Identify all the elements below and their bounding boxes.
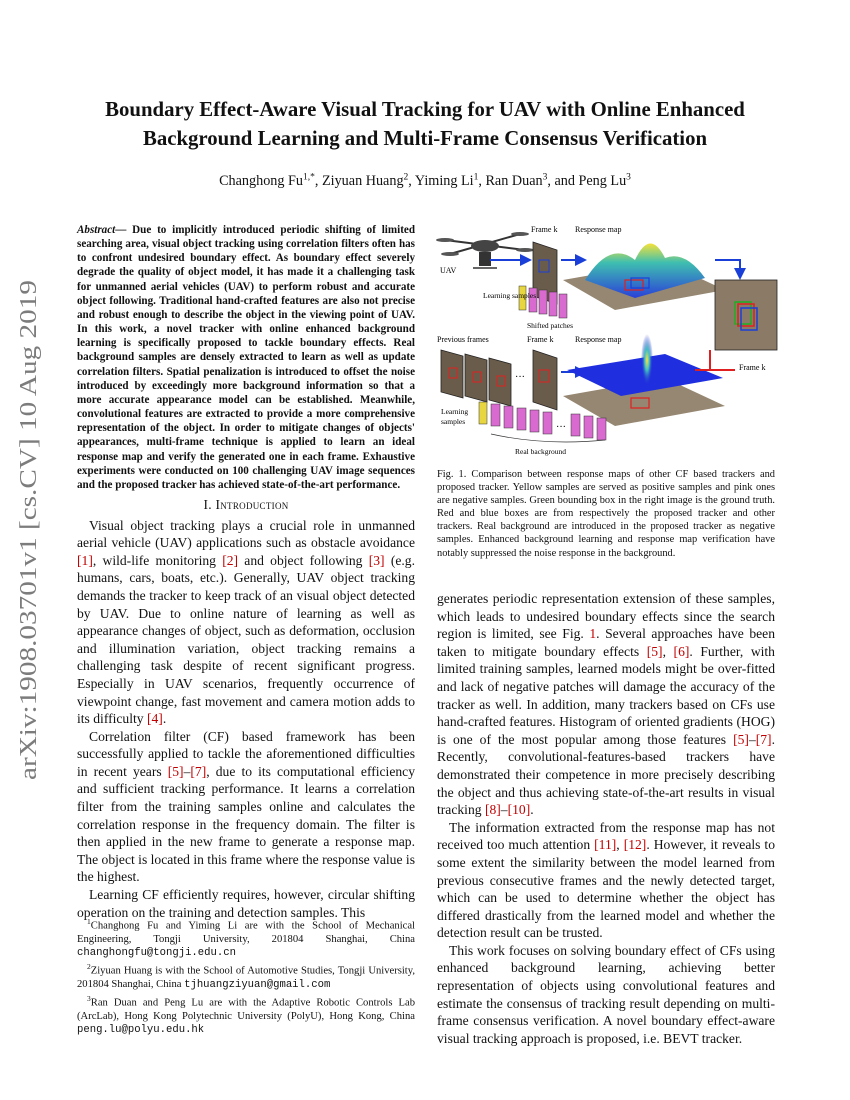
arxiv-sidebar-stamp (2, 275, 50, 785)
label-shifted-patches: Shifted patches (527, 321, 574, 330)
intro-paragraph-2: Correlation filter (CF) based framework has been successfully applied to tackle the aforementioned difficulties in recent years [5]–[7], due to its computational efficiency and sufficient tracking performance. It learns a correlation filter from the training samples online and calculates the correlation response in the frequency domain. The filter is then applied in the new frame to generate a response map. The object is located in this frame where the response value is the highest. (77, 728, 415, 885)
figure-link[interactable]: 1 (589, 626, 597, 642)
citation-link[interactable]: [6] (673, 643, 690, 659)
figure-1-diagram (435, 220, 780, 460)
citation-link[interactable]: [12] (623, 837, 647, 853)
label-uav: UAV (440, 266, 457, 275)
left-column (77, 223, 415, 921)
email-link[interactable]: tjhuangziyuan@gmail.com (184, 978, 331, 991)
author: Peng Lu$^3$ (578, 172, 631, 189)
paper-title (60, 95, 790, 153)
email-link[interactable]: peng.lu@polyu.edu.hk (77, 1024, 205, 1037)
label-frame-k-top: Frame k (531, 225, 558, 234)
response-map-clean (563, 334, 725, 426)
email-link[interactable]: changhongfu@tongji.edu.cn (77, 946, 236, 959)
intro-paragraph-1: Visual object tracking plays a crucial role in unmanned aerial vehicle (UAV) applications such as obstacle avoidance [1], wild-life monitoring [2] and object following [3] (e.g. humans, cars, boats, etc.). Generally, UAV object tracking demands the tracker to keep track of an visual object detected by UAV. Due to online nature of learning as well as appearance changes of object, such as deformation, occlusion and illumination variation, object tracking remains a challenging task despite of recent significant progress. Especially in UAV scenarios, frequently occurrence of viewpoint change, fast movement and camera motion adds to its difficulty [4]. (77, 517, 415, 727)
citation-link[interactable]: [4] (146, 711, 163, 727)
label-frame-k-right: Frame k (739, 363, 766, 372)
abstract-text: Due to implicitly introduced periodic shifting of limited searching area, visual object tracking using correlation filters often has to confront undesired boundary effect. As boundary effect severely degrade the quality of object model, it has made it a challenging task for unmanned aerial vehicles (UAV) to perform robust and accurate object following. Traditional hand-crafted features are also not precise and robust enough to describe the object in the viewing point of UAV. In this work, a novel tracker with online enhanced background learning is specifically proposed to tackle boundary effects. Real background samples are densely extracted to learn as well as update correlation filters. Spatial penalization is introduced to offset the noise introduced by exceedingly more background information so that a more accurate appearance model can be established. Meanwhile, convolutional features are extracted to provide a more comprehensive representation of the object. In order to mitigate changes of objects' appearances, multi-frame technique is applied to learn an ideal response map and verify the generated one in each frame. Exhaustive experiments were conducted on 100 challenging UAV image sequences and the proposed tracker has achieved state-of-the-art performance. (77, 224, 415, 491)
label-learning-samples-top: Learning samples (483, 291, 537, 300)
author: Changhong $Fu^{1,*}$, (219, 172, 322, 189)
author: Ziyuan Huang$^2$, (321, 172, 415, 189)
citation-link[interactable]: [10] (507, 802, 531, 818)
abstract-lead: Abstract (77, 224, 116, 236)
intro-paragraph-3-continued: generates periodic representation extension of these samples, which leads to undesired boundary effects since the search region is limited, see Fig. 1. Several approaches have been taken to mitigate boundary effects [5], [6]. Further, with limited training samples, learned models might be over-fitted and lack of negative patches will damage the accuracy of the tracker as well. In addition, many trackers based on CFs use hand-crafted features. Histogram of oriented gradients (HOG) is one of the most popular among those features [5]–[7]. Recently, convolutional-features-based trackers have demonstrated their competence in more precisely describing the object and thus achieving state-of-the-art results in visual tracking [8]–[10]. (437, 591, 775, 818)
label-learning: Learning (441, 407, 469, 416)
label-response-map-bottom: Response map (575, 335, 622, 344)
citation-link[interactable]: [5] (733, 731, 749, 747)
section-heading-introduction: I. Introduction (203, 496, 289, 512)
ellipsis-text: ··· (556, 422, 566, 433)
response-map-noisy (563, 243, 725, 310)
citation-link[interactable]: [3] (368, 552, 385, 568)
citation-link[interactable]: [8] (484, 802, 501, 818)
label-samples: samples (441, 417, 466, 426)
frame-k-bottom (533, 350, 557, 410)
title-line-1: Boundary Effect-Aware Visual Tracking for UAV with Online Enhanced (105, 98, 745, 121)
footnote-2: $^2$Ziyuan Huang is with the School of Automotive Studies, Tongji University, 201804 Shanghai, China tjhuangziyuan@gmail.com (77, 962, 415, 991)
label-real-background: Real background (515, 447, 567, 456)
ellipsis-text: ··· (515, 372, 525, 383)
intro-paragraph-3: Learning CF efficiently requires, however, circular shifting operation on the training and detection samples. This (77, 887, 415, 920)
arxiv-id-text: arXiv:1908.03701v1 [cs.CV] 10 Aug 2019 (15, 360, 42, 780)
citation-link[interactable]: [5] (167, 763, 184, 779)
title-line-2: Background Learning and Multi-Frame Consensus Verification (142, 127, 708, 150)
label-frame-k-bottom: Frame k (527, 335, 554, 344)
frame-k-output (715, 280, 777, 350)
author-list (60, 172, 790, 190)
citation-link[interactable]: [11] (594, 837, 617, 853)
right-column (437, 590, 775, 1047)
label-response-map-top: Response map (575, 225, 622, 234)
uav-drone-icon (436, 232, 534, 268)
citation-link[interactable]: [7] (190, 763, 207, 779)
abstract: Abstract— Due to implicitly introduced periodic shifting of limited searching area, visual object tracking using correlation filters often has to confront undesired boundary effect. As boundary effect severely degrade the quality of object model, it has made it a challenging task for unmanned aerial vehicles (UAV) to perform robust and accurate object following. Traditional hand-crafted features are also not precise and robust enough to describe the object in the viewing point of UAV. In this work, a novel tracker with online enhanced background learning is specifically proposed to tackle boundary effects. Real background samples are densely extracted to learn as well as update correlation filters. Spatial penalization is introduced to offset the noise introduced by exceedingly more background information so that a more accurate appearance model can be established. Meanwhile, convolutional features are extracted to provide a more comprehensive representation of the object. In order to mitigate changes of objects' appearances, multi-frame technique is applied to learn an ideal response map and verify the generated one in each frame. Exhaustive experiments were conducted on 100 challenging UAV image sequences and the proposed tracker has achieved state-of-the-art performance. (77, 224, 415, 491)
footnote-1: $^1$Changhong Fu and Yiming Li are with the School of Mechanical Engineering, Tongji University, 201804 Shanghai, China changhongfu@tongji.edu.cn (77, 917, 415, 959)
figure-1-caption: Fig. 1. Comparison between response maps of other CF based trackers and proposed tracker. Yellow samples are served as positive samples and pink ones are negative samples. Green bounding box in the right image is the ground truth. Red and blue boxes are from respectively the proposed tracker and other trackers. Real background are introduced in the proposed tracker as negative samples. Enhanced background learning and response map verification have notably suppressed the noise response in the background. (437, 469, 775, 559)
citation-link[interactable]: [2] (222, 552, 239, 568)
citation-link[interactable]: [1] (77, 552, 93, 568)
previous-frames (441, 350, 511, 406)
author: Yiming Li$^1$, (414, 172, 486, 189)
footnotes (77, 915, 415, 1037)
citation-link[interactable]: [5] (646, 643, 663, 659)
intro-paragraph-4: The information extracted from the response map has not received too much attention [11], [12]. However, it reveals to some extent the similarity between the model learned from previous consecutive frames and the newly detected target, which can be used to determine whether the object has differed drastically from the learned model and whether the detection result can be trusted. (437, 819, 775, 941)
intro-paragraph-5: This work focuses on solving boundary effect of CFs using enhanced background learning, achieving better representation of objects using convolutional features and estimate the consensus of tracking result depending on multi-frame consensus verification. A novel boundary effect-aware visual tracking approach is proposed, i.e. BEVT tracker. (437, 942, 775, 1046)
label-previous-frames: Previous frames (437, 335, 489, 344)
author: Ran Duan$^3$, and (485, 172, 579, 189)
footnote-3: $^3$Ran Duan and Peng Lu are with the Adaptive Robotic Controls Lab (ArcLab), Hong Kong Polytechnic University (PolyU), Hong Kong, China peng.lu@polyu.edu.hk (77, 994, 415, 1037)
citation-link[interactable]: [7] (755, 731, 772, 747)
